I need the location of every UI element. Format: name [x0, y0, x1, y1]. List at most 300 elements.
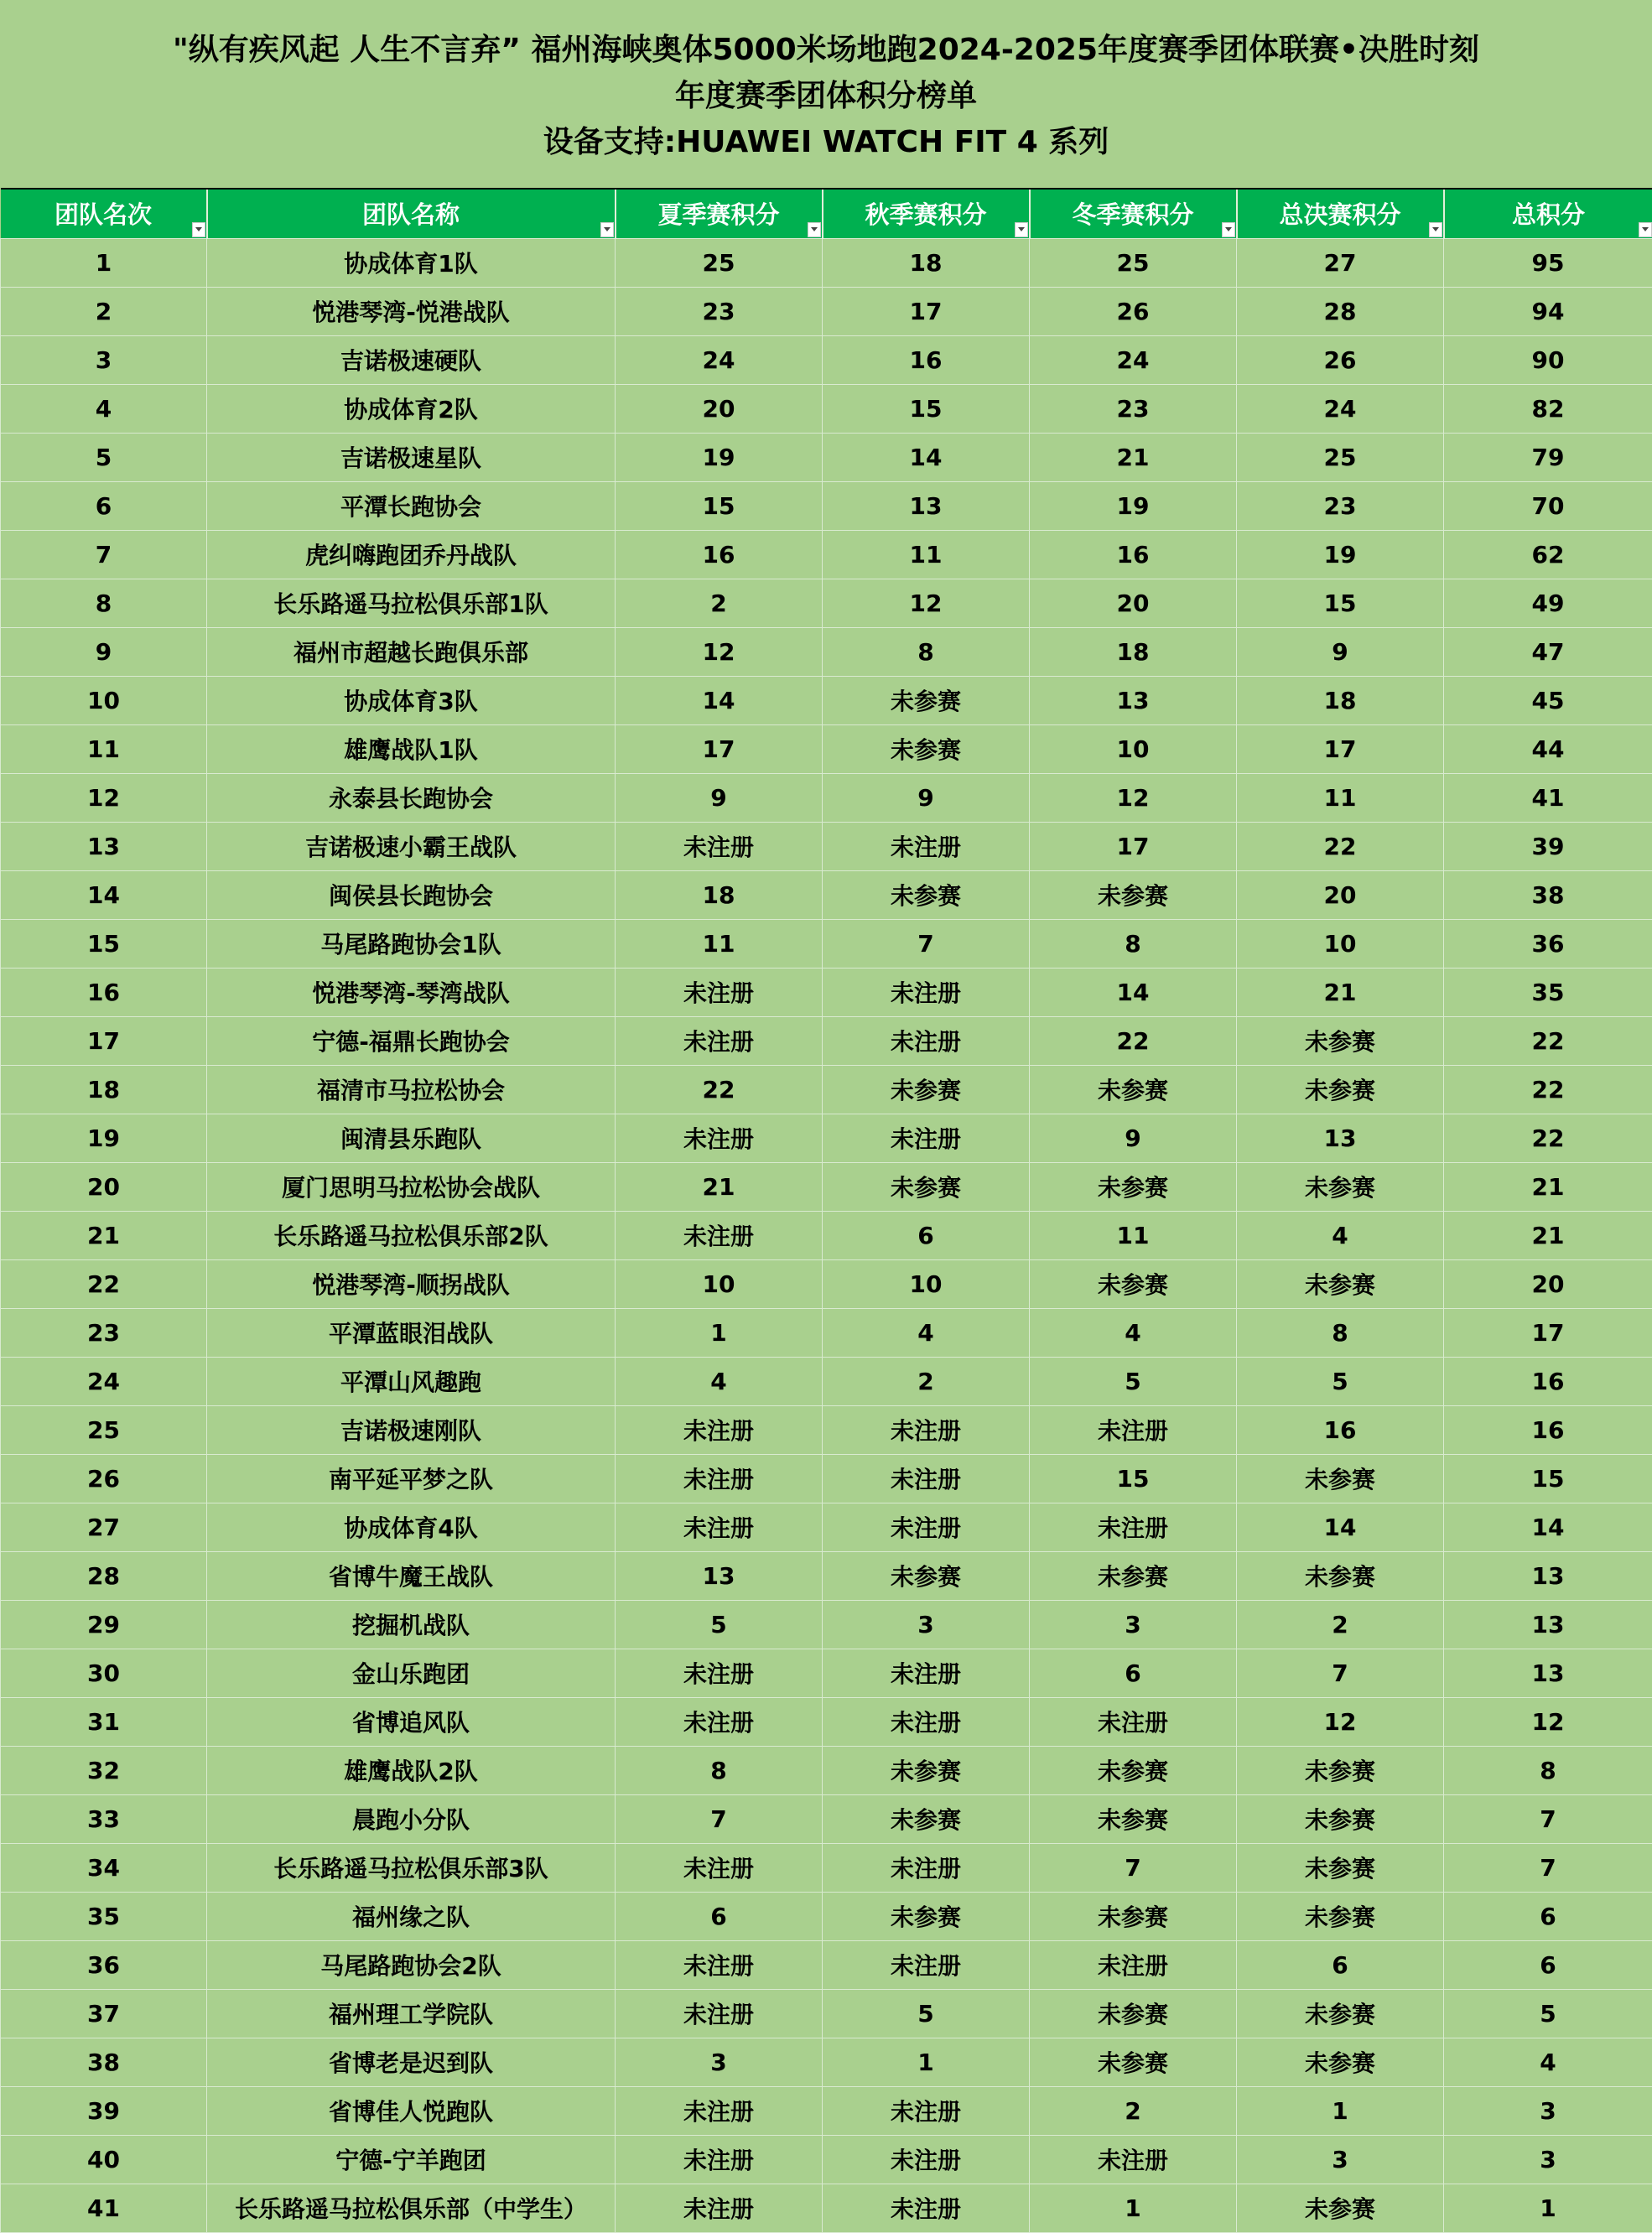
total-points-cell[interactable]: 6 — [1444, 1940, 1652, 1989]
total-points-cell[interactable]: 22 — [1444, 1114, 1652, 1162]
final-points-cell[interactable]: 未参赛 — [1237, 2038, 1444, 2086]
rank-cell[interactable]: 22 — [1, 1259, 207, 1308]
rank-cell[interactable]: 32 — [1, 1746, 207, 1794]
final-points-cell[interactable]: 22 — [1237, 822, 1444, 870]
winter-points-cell[interactable]: 14 — [1030, 968, 1237, 1016]
autumn-points-cell[interactable]: 7 — [823, 919, 1030, 968]
final-points-cell[interactable]: 25 — [1237, 433, 1444, 481]
team-name-cell[interactable]: 福州缘之队 — [207, 1892, 616, 1940]
summer-points-cell[interactable]: 18 — [616, 870, 823, 919]
header-final-points — [1237, 189, 1444, 238]
total-points-cell[interactable]: 36 — [1444, 919, 1652, 968]
summer-points-cell[interactable]: 未注册 — [616, 1989, 823, 2038]
final-points-cell[interactable]: 20 — [1237, 870, 1444, 919]
total-points-cell[interactable]: 4 — [1444, 2038, 1652, 2086]
total-points-cell[interactable]: 95 — [1444, 238, 1652, 287]
total-points-cell[interactable]: 38 — [1444, 870, 1652, 919]
total-points-cell[interactable]: 22 — [1444, 1016, 1652, 1065]
rank-cell[interactable]: 10 — [1, 676, 207, 724]
final-points-cell[interactable]: 6 — [1237, 1940, 1444, 1989]
autumn-points-cell[interactable]: 未注册 — [823, 1016, 1030, 1065]
rank-cell[interactable]: 37 — [1, 1989, 207, 2038]
summer-points-cell[interactable]: 未注册 — [616, 1649, 823, 1697]
team-name-cell[interactable]: 长乐路遥马拉松俱乐部3队 — [207, 1843, 616, 1892]
filter-dropdown-icon[interactable] — [1015, 222, 1028, 237]
winter-points-cell[interactable]: 1 — [1030, 2184, 1237, 2232]
rank-cell[interactable]: 20 — [1, 1162, 207, 1211]
final-points-cell[interactable]: 未参赛 — [1237, 1892, 1444, 1940]
team-name-cell[interactable]: 协成体育2队 — [207, 384, 616, 433]
summer-points-cell[interactable]: 19 — [616, 433, 823, 481]
summer-points-cell[interactable]: 未注册 — [616, 1016, 823, 1065]
rank-cell[interactable]: 14 — [1, 870, 207, 919]
summer-points-cell[interactable]: 未注册 — [616, 1843, 823, 1892]
autumn-points-cell[interactable]: 未注册 — [823, 2086, 1030, 2135]
rank-cell[interactable]: 4 — [1, 384, 207, 433]
rank-cell[interactable]: 28 — [1, 1551, 207, 1600]
autumn-points-cell[interactable]: 17 — [823, 287, 1030, 335]
total-points-cell[interactable]: 6 — [1444, 1892, 1652, 1940]
autumn-points-cell[interactable]: 10 — [823, 1259, 1030, 1308]
winter-points-cell[interactable]: 17 — [1030, 822, 1237, 870]
rank-cell[interactable]: 16 — [1, 968, 207, 1016]
summer-points-cell[interactable]: 未注册 — [616, 2184, 823, 2232]
total-points-cell[interactable]: 21 — [1444, 1162, 1652, 1211]
team-name-cell[interactable]: 长乐路遥马拉松俱乐部1队 — [207, 579, 616, 627]
total-points-cell[interactable]: 13 — [1444, 1551, 1652, 1600]
autumn-points-cell[interactable]: 未参赛 — [823, 676, 1030, 724]
total-points-cell[interactable]: 17 — [1444, 1308, 1652, 1357]
autumn-points-cell[interactable]: 未参赛 — [823, 1551, 1030, 1600]
team-name-cell[interactable]: 闽侯县长跑协会 — [207, 870, 616, 919]
summer-points-cell[interactable]: 24 — [616, 335, 823, 384]
rank-cell[interactable]: 8 — [1, 579, 207, 627]
team-name-cell[interactable]: 吉诺极速小霸王战队 — [207, 822, 616, 870]
total-points-cell[interactable]: 13 — [1444, 1649, 1652, 1697]
total-points-cell[interactable]: 90 — [1444, 335, 1652, 384]
autumn-points-cell[interactable]: 6 — [823, 1211, 1030, 1259]
winter-points-cell[interactable]: 未注册 — [1030, 1697, 1237, 1746]
final-points-cell[interactable]: 3 — [1237, 2135, 1444, 2184]
autumn-points-cell[interactable]: 未注册 — [823, 2135, 1030, 2184]
autumn-points-cell[interactable]: 15 — [823, 384, 1030, 433]
final-points-cell[interactable]: 7 — [1237, 1649, 1444, 1697]
rank-cell[interactable]: 13 — [1, 822, 207, 870]
total-points-cell[interactable]: 62 — [1444, 530, 1652, 579]
winter-points-cell[interactable]: 4 — [1030, 1308, 1237, 1357]
rank-cell[interactable]: 25 — [1, 1405, 207, 1454]
final-points-cell[interactable]: 2 — [1237, 1600, 1444, 1649]
total-points-cell[interactable]: 7 — [1444, 1794, 1652, 1843]
winter-points-cell[interactable]: 18 — [1030, 627, 1237, 676]
final-points-cell[interactable]: 未参赛 — [1237, 1551, 1444, 1600]
autumn-points-cell[interactable]: 5 — [823, 1989, 1030, 2038]
total-points-cell[interactable]: 49 — [1444, 579, 1652, 627]
winter-points-cell[interactable]: 未参赛 — [1030, 1162, 1237, 1211]
final-points-cell[interactable]: 16 — [1237, 1405, 1444, 1454]
team-name-cell[interactable]: 福清市马拉松协会 — [207, 1065, 616, 1114]
final-points-cell[interactable]: 4 — [1237, 1211, 1444, 1259]
final-points-cell[interactable]: 11 — [1237, 773, 1444, 822]
final-points-cell[interactable]: 18 — [1237, 676, 1444, 724]
rank-cell[interactable]: 38 — [1, 2038, 207, 2086]
summer-points-cell[interactable]: 25 — [616, 238, 823, 287]
summer-points-cell[interactable]: 7 — [616, 1794, 823, 1843]
autumn-points-cell[interactable]: 未参赛 — [823, 1746, 1030, 1794]
total-points-cell[interactable]: 47 — [1444, 627, 1652, 676]
winter-points-cell[interactable]: 未参赛 — [1030, 1551, 1237, 1600]
summer-points-cell[interactable]: 16 — [616, 530, 823, 579]
winter-points-cell[interactable]: 未注册 — [1030, 1405, 1237, 1454]
summer-points-cell[interactable]: 10 — [616, 1259, 823, 1308]
winter-points-cell[interactable]: 9 — [1030, 1114, 1237, 1162]
final-points-cell[interactable]: 1 — [1237, 2086, 1444, 2135]
rank-cell[interactable]: 40 — [1, 2135, 207, 2184]
winter-points-cell[interactable]: 19 — [1030, 481, 1237, 530]
autumn-points-cell[interactable]: 9 — [823, 773, 1030, 822]
total-points-cell[interactable]: 16 — [1444, 1357, 1652, 1405]
total-points-cell[interactable]: 44 — [1444, 724, 1652, 773]
filter-dropdown-icon[interactable] — [1222, 222, 1235, 237]
rank-cell[interactable]: 15 — [1, 919, 207, 968]
rank-cell[interactable]: 17 — [1, 1016, 207, 1065]
rank-cell[interactable]: 35 — [1, 1892, 207, 1940]
final-points-cell[interactable]: 13 — [1237, 1114, 1444, 1162]
final-points-cell[interactable]: 10 — [1237, 919, 1444, 968]
final-points-cell[interactable]: 未参赛 — [1237, 1843, 1444, 1892]
total-points-cell[interactable]: 35 — [1444, 968, 1652, 1016]
summer-points-cell[interactable]: 未注册 — [616, 2135, 823, 2184]
summer-points-cell[interactable]: 未注册 — [616, 1503, 823, 1551]
total-points-cell[interactable]: 20 — [1444, 1259, 1652, 1308]
total-points-cell[interactable]: 21 — [1444, 1211, 1652, 1259]
team-name-cell[interactable]: 吉诺极速硬队 — [207, 335, 616, 384]
team-name-cell[interactable]: 吉诺极速刚队 — [207, 1405, 616, 1454]
team-name-cell[interactable]: 协成体育3队 — [207, 676, 616, 724]
final-points-cell[interactable]: 未参赛 — [1237, 1065, 1444, 1114]
winter-points-cell[interactable]: 未参赛 — [1030, 1259, 1237, 1308]
team-name-cell[interactable]: 宁德-福鼎长跑协会 — [207, 1016, 616, 1065]
team-name-cell[interactable]: 金山乐跑团 — [207, 1649, 616, 1697]
winter-points-cell[interactable]: 6 — [1030, 1649, 1237, 1697]
winter-points-cell[interactable]: 未参赛 — [1030, 2038, 1237, 2086]
winter-points-cell[interactable]: 未参赛 — [1030, 1746, 1237, 1794]
team-name-cell[interactable]: 雄鹰战队2队 — [207, 1746, 616, 1794]
filter-dropdown-icon[interactable] — [600, 222, 614, 237]
autumn-points-cell[interactable]: 8 — [823, 627, 1030, 676]
summer-points-cell[interactable]: 21 — [616, 1162, 823, 1211]
autumn-points-cell[interactable]: 未参赛 — [823, 870, 1030, 919]
team-name-cell[interactable]: 挖掘机战队 — [207, 1600, 616, 1649]
summer-points-cell[interactable]: 未注册 — [616, 1211, 823, 1259]
team-name-cell[interactable]: 悦港琴湾-顺拐战队 — [207, 1259, 616, 1308]
winter-points-cell[interactable]: 25 — [1030, 238, 1237, 287]
team-name-cell[interactable]: 长乐路遥马拉松俱乐部2队 — [207, 1211, 616, 1259]
final-points-cell[interactable]: 未参赛 — [1237, 1989, 1444, 2038]
final-points-cell[interactable]: 未参赛 — [1237, 1016, 1444, 1065]
summer-points-cell[interactable]: 未注册 — [616, 1114, 823, 1162]
rank-cell[interactable]: 21 — [1, 1211, 207, 1259]
final-points-cell[interactable]: 24 — [1237, 384, 1444, 433]
total-points-cell[interactable]: 13 — [1444, 1600, 1652, 1649]
winter-points-cell[interactable]: 22 — [1030, 1016, 1237, 1065]
autumn-points-cell[interactable]: 未注册 — [823, 1454, 1030, 1503]
team-name-cell[interactable]: 晨跑小分队 — [207, 1794, 616, 1843]
rank-cell[interactable]: 3 — [1, 335, 207, 384]
autumn-points-cell[interactable]: 18 — [823, 238, 1030, 287]
team-name-cell[interactable]: 省博老是迟到队 — [207, 2038, 616, 2086]
total-points-cell[interactable]: 12 — [1444, 1697, 1652, 1746]
team-name-cell[interactable]: 平潭山风趣跑 — [207, 1357, 616, 1405]
summer-points-cell[interactable]: 5 — [616, 1600, 823, 1649]
rank-cell[interactable]: 39 — [1, 2086, 207, 2135]
autumn-points-cell[interactable]: 未参赛 — [823, 1065, 1030, 1114]
total-points-cell[interactable]: 22 — [1444, 1065, 1652, 1114]
summer-points-cell[interactable]: 9 — [616, 773, 823, 822]
summer-points-cell[interactable]: 4 — [616, 1357, 823, 1405]
final-points-cell[interactable]: 21 — [1237, 968, 1444, 1016]
final-points-cell[interactable]: 28 — [1237, 287, 1444, 335]
final-points-cell[interactable]: 14 — [1237, 1503, 1444, 1551]
rank-cell[interactable]: 12 — [1, 773, 207, 822]
total-points-cell[interactable]: 79 — [1444, 433, 1652, 481]
total-points-cell[interactable]: 8 — [1444, 1746, 1652, 1794]
rank-cell[interactable]: 24 — [1, 1357, 207, 1405]
total-points-cell[interactable]: 3 — [1444, 2135, 1652, 2184]
table-row — [1, 773, 1652, 822]
final-points-cell[interactable]: 未参赛 — [1237, 1162, 1444, 1211]
autumn-points-cell[interactable]: 未注册 — [823, 1405, 1030, 1454]
filter-dropdown-icon[interactable] — [1639, 222, 1652, 237]
autumn-points-cell[interactable]: 未注册 — [823, 1503, 1030, 1551]
summer-points-cell[interactable]: 13 — [616, 1551, 823, 1600]
autumn-points-cell[interactable]: 未参赛 — [823, 1162, 1030, 1211]
total-points-cell[interactable]: 41 — [1444, 773, 1652, 822]
summer-points-cell[interactable]: 17 — [616, 724, 823, 773]
final-points-cell[interactable]: 未参赛 — [1237, 1259, 1444, 1308]
total-points-cell[interactable]: 16 — [1444, 1405, 1652, 1454]
summer-points-cell[interactable]: 未注册 — [616, 2086, 823, 2135]
summer-points-cell[interactable]: 14 — [616, 676, 823, 724]
team-name-cell[interactable]: 宁德-宁羊跑团 — [207, 2135, 616, 2184]
total-points-cell[interactable]: 3 — [1444, 2086, 1652, 2135]
rank-cell[interactable]: 33 — [1, 1794, 207, 1843]
team-name-cell[interactable]: 马尾路跑协会2队 — [207, 1940, 616, 1989]
winter-points-cell[interactable]: 未注册 — [1030, 1940, 1237, 1989]
autumn-points-cell[interactable]: 未注册 — [823, 822, 1030, 870]
rank-cell[interactable]: 26 — [1, 1454, 207, 1503]
winter-points-cell[interactable]: 7 — [1030, 1843, 1237, 1892]
total-points-cell[interactable]: 5 — [1444, 1989, 1652, 2038]
final-points-cell[interactable]: 未参赛 — [1237, 1454, 1444, 1503]
autumn-points-cell[interactable]: 13 — [823, 481, 1030, 530]
table-row — [1, 968, 1652, 1016]
rank-cell[interactable]: 1 — [1, 238, 207, 287]
autumn-points-cell[interactable]: 4 — [823, 1308, 1030, 1357]
winter-points-cell[interactable]: 未参赛 — [1030, 1065, 1237, 1114]
winter-points-cell[interactable]: 13 — [1030, 676, 1237, 724]
summer-points-cell[interactable]: 22 — [616, 1065, 823, 1114]
final-points-cell[interactable]: 27 — [1237, 238, 1444, 287]
final-points-cell[interactable]: 未参赛 — [1237, 2184, 1444, 2232]
total-points-cell[interactable]: 15 — [1444, 1454, 1652, 1503]
rank-cell[interactable]: 41 — [1, 2184, 207, 2232]
summer-points-cell[interactable]: 23 — [616, 287, 823, 335]
rank-cell[interactable]: 18 — [1, 1065, 207, 1114]
summer-points-cell[interactable]: 未注册 — [616, 1940, 823, 1989]
rank-cell[interactable]: 29 — [1, 1600, 207, 1649]
rank-cell[interactable]: 2 — [1, 287, 207, 335]
summer-points-cell[interactable]: 未注册 — [616, 1454, 823, 1503]
winter-points-cell[interactable]: 12 — [1030, 773, 1237, 822]
team-name-cell[interactable]: 永泰县长跑协会 — [207, 773, 616, 822]
summer-points-cell[interactable]: 未注册 — [616, 822, 823, 870]
autumn-points-cell[interactable]: 11 — [823, 530, 1030, 579]
team-name-cell[interactable]: 省博追风队 — [207, 1697, 616, 1746]
total-points-cell[interactable]: 1 — [1444, 2184, 1652, 2232]
final-points-cell[interactable]: 未参赛 — [1237, 1794, 1444, 1843]
rank-cell[interactable]: 36 — [1, 1940, 207, 1989]
summer-points-cell[interactable]: 15 — [616, 481, 823, 530]
summer-points-cell[interactable]: 20 — [616, 384, 823, 433]
winter-points-cell[interactable]: 2 — [1030, 2086, 1237, 2135]
rank-cell[interactable]: 34 — [1, 1843, 207, 1892]
team-name-cell[interactable]: 省博牛魔王战队 — [207, 1551, 616, 1600]
summer-points-cell[interactable]: 6 — [616, 1892, 823, 1940]
autumn-points-cell[interactable]: 1 — [823, 2038, 1030, 2086]
autumn-points-cell[interactable]: 16 — [823, 335, 1030, 384]
autumn-points-cell[interactable]: 未注册 — [823, 968, 1030, 1016]
total-points-cell[interactable]: 14 — [1444, 1503, 1652, 1551]
team-name-cell[interactable]: 虎纠嗨跑团乔丹战队 — [207, 530, 616, 579]
total-points-cell[interactable]: 7 — [1444, 1843, 1652, 1892]
winter-points-cell[interactable]: 未注册 — [1030, 1503, 1237, 1551]
team-name-cell[interactable]: 省博佳人悦跑队 — [207, 2086, 616, 2135]
total-points-cell[interactable]: 82 — [1444, 384, 1652, 433]
rank-cell[interactable]: 6 — [1, 481, 207, 530]
team-name-cell[interactable]: 闽清县乐跑队 — [207, 1114, 616, 1162]
winter-points-cell[interactable]: 未参赛 — [1030, 1794, 1237, 1843]
team-name-cell[interactable]: 悦港琴湾-悦港战队 — [207, 287, 616, 335]
total-points-cell[interactable]: 70 — [1444, 481, 1652, 530]
final-points-cell[interactable]: 9 — [1237, 627, 1444, 676]
winter-points-cell[interactable]: 5 — [1030, 1357, 1237, 1405]
rank-cell[interactable]: 23 — [1, 1308, 207, 1357]
winter-points-cell[interactable]: 20 — [1030, 579, 1237, 627]
rank-cell[interactable]: 7 — [1, 530, 207, 579]
winter-points-cell[interactable]: 3 — [1030, 1600, 1237, 1649]
rank-cell[interactable]: 9 — [1, 627, 207, 676]
team-name-cell[interactable]: 厦门思明马拉松协会战队 — [207, 1162, 616, 1211]
winter-points-cell[interactable]: 未参赛 — [1030, 870, 1237, 919]
rank-cell[interactable]: 5 — [1, 433, 207, 481]
filter-dropdown-icon[interactable] — [1429, 222, 1442, 237]
table-row — [1, 1065, 1652, 1114]
team-name-cell[interactable]: 马尾路跑协会1队 — [207, 919, 616, 968]
team-name-cell[interactable]: 悦港琴湾-琴湾战队 — [207, 968, 616, 1016]
summer-points-cell[interactable]: 3 — [616, 2038, 823, 2086]
team-name-cell[interactable]: 平潭长跑协会 — [207, 481, 616, 530]
winter-points-cell[interactable]: 未注册 — [1030, 2135, 1237, 2184]
autumn-points-cell[interactable]: 未参赛 — [823, 724, 1030, 773]
winter-points-cell[interactable]: 26 — [1030, 287, 1237, 335]
summer-points-cell[interactable]: 未注册 — [616, 968, 823, 1016]
sponsor-line: 设备支持:HUAWEI WATCH FIT 4 系列 — [0, 119, 1652, 165]
team-name-cell[interactable]: 长乐路遥马拉松俱乐部（中学生） — [207, 2184, 616, 2232]
summer-points-cell[interactable]: 11 — [616, 919, 823, 968]
team-name-cell[interactable]: 福州理工学院队 — [207, 1989, 616, 2038]
autumn-points-cell[interactable]: 2 — [823, 1357, 1030, 1405]
autumn-points-cell[interactable]: 未注册 — [823, 1649, 1030, 1697]
winter-points-cell[interactable]: 15 — [1030, 1454, 1237, 1503]
team-name-cell[interactable]: 吉诺极速星队 — [207, 433, 616, 481]
filter-dropdown-icon[interactable] — [808, 222, 821, 237]
autumn-points-cell[interactable]: 3 — [823, 1600, 1030, 1649]
summer-points-cell[interactable]: 未注册 — [616, 1697, 823, 1746]
winter-points-cell[interactable]: 24 — [1030, 335, 1237, 384]
summer-points-cell[interactable]: 2 — [616, 579, 823, 627]
total-points-cell[interactable]: 45 — [1444, 676, 1652, 724]
rank-cell[interactable]: 27 — [1, 1503, 207, 1551]
header-label: 秋季赛积分 — [865, 200, 986, 229]
final-points-cell[interactable]: 8 — [1237, 1308, 1444, 1357]
rank-cell[interactable]: 19 — [1, 1114, 207, 1162]
summer-points-cell[interactable]: 12 — [616, 627, 823, 676]
final-points-cell[interactable]: 15 — [1237, 579, 1444, 627]
final-points-cell[interactable]: 19 — [1237, 530, 1444, 579]
autumn-points-cell[interactable]: 未参赛 — [823, 1892, 1030, 1940]
team-name-cell[interactable]: 协成体育1队 — [207, 238, 616, 287]
rank-cell[interactable]: 30 — [1, 1649, 207, 1697]
total-points-cell[interactable]: 39 — [1444, 822, 1652, 870]
autumn-points-cell[interactable]: 未注册 — [823, 1940, 1030, 1989]
team-name-cell[interactable]: 平潭蓝眼泪战队 — [207, 1308, 616, 1357]
winter-points-cell[interactable]: 23 — [1030, 384, 1237, 433]
winter-points-cell[interactable]: 16 — [1030, 530, 1237, 579]
final-points-cell[interactable]: 12 — [1237, 1697, 1444, 1746]
summer-points-cell[interactable]: 未注册 — [616, 1405, 823, 1454]
winter-points-cell[interactable]: 11 — [1030, 1211, 1237, 1259]
winter-points-cell[interactable]: 未参赛 — [1030, 1892, 1237, 1940]
autumn-points-cell[interactable]: 未注册 — [823, 1697, 1030, 1746]
final-points-cell[interactable]: 26 — [1237, 335, 1444, 384]
final-points-cell[interactable]: 未参赛 — [1237, 1746, 1444, 1794]
rank-cell[interactable]: 31 — [1, 1697, 207, 1746]
rank-cell[interactable]: 11 — [1, 724, 207, 773]
team-name-cell[interactable]: 福州市超越长跑俱乐部 — [207, 627, 616, 676]
summer-points-cell[interactable]: 1 — [616, 1308, 823, 1357]
winter-points-cell[interactable]: 21 — [1030, 433, 1237, 481]
autumn-points-cell[interactable]: 未注册 — [823, 1843, 1030, 1892]
summer-points-cell[interactable]: 8 — [616, 1746, 823, 1794]
final-points-cell[interactable]: 17 — [1237, 724, 1444, 773]
team-name-cell[interactable]: 南平延平梦之队 — [207, 1454, 616, 1503]
autumn-points-cell[interactable]: 未注册 — [823, 1114, 1030, 1162]
winter-points-cell[interactable]: 10 — [1030, 724, 1237, 773]
winter-points-cell[interactable]: 8 — [1030, 919, 1237, 968]
filter-dropdown-icon[interactable] — [192, 222, 205, 237]
team-name-cell[interactable]: 协成体育4队 — [207, 1503, 616, 1551]
final-points-cell[interactable]: 23 — [1237, 481, 1444, 530]
team-name-cell[interactable]: 雄鹰战队1队 — [207, 724, 616, 773]
autumn-points-cell[interactable]: 14 — [823, 433, 1030, 481]
total-points-cell[interactable]: 94 — [1444, 287, 1652, 335]
autumn-points-cell[interactable]: 12 — [823, 579, 1030, 627]
winter-points-cell[interactable]: 未参赛 — [1030, 1989, 1237, 2038]
final-points-cell[interactable]: 5 — [1237, 1357, 1444, 1405]
autumn-points-cell[interactable]: 未注册 — [823, 2184, 1030, 2232]
autumn-points-cell[interactable]: 未参赛 — [823, 1794, 1030, 1843]
